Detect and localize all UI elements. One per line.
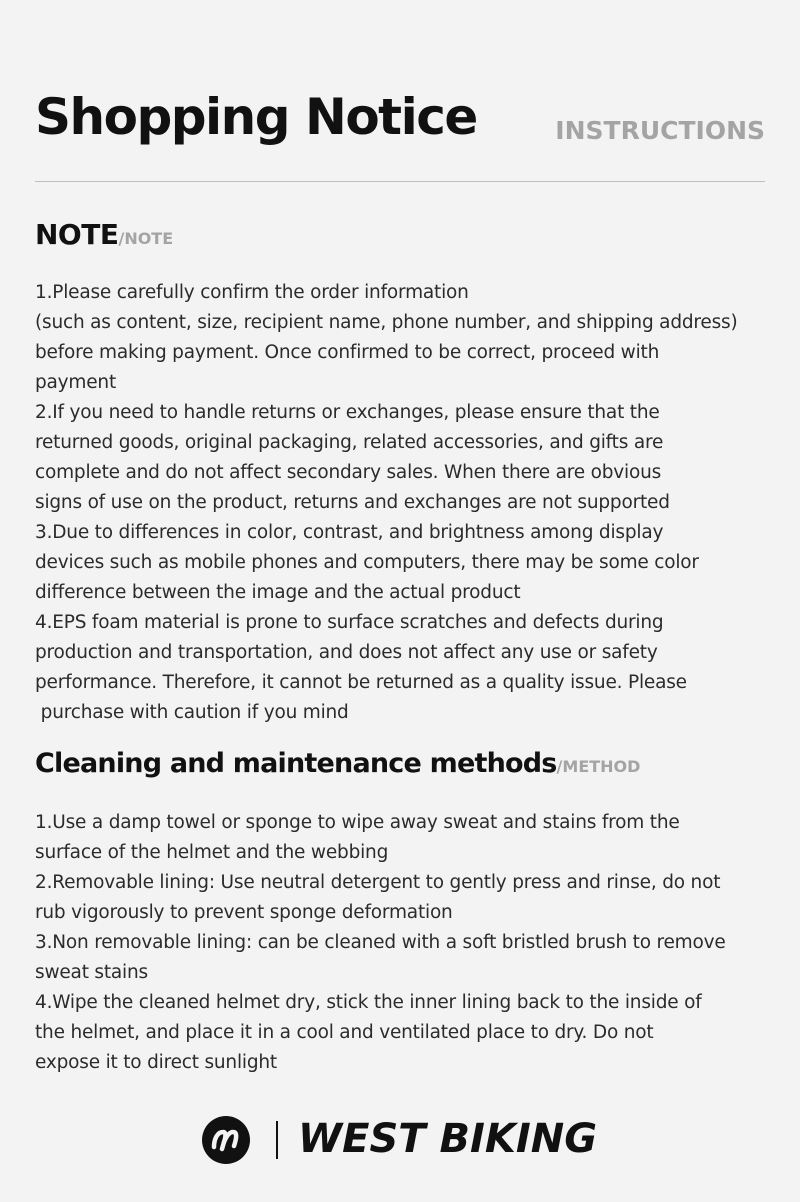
method-heading-tag: /METHOD	[556, 757, 641, 776]
note-line: performance. Therefore, it cannot be returned as a quality issue. Please	[35, 672, 687, 693]
brand-wordmark: WEST BIKING	[298, 1116, 598, 1162]
method-section-heading	[35, 748, 640, 779]
note-line: devices such as mobile phones and computers, there may be some color	[35, 552, 699, 573]
header-divider	[35, 181, 765, 182]
method-line: the helmet, and place it in a cool and ventilated place to dry. Do not	[35, 1022, 654, 1043]
note-line: 3.Due to differences in color, contrast, and brightness among display	[35, 522, 664, 543]
note-body	[35, 278, 795, 728]
brand-footer	[202, 1112, 602, 1168]
note-line: signs of use on the product, returns and exchanges are not supported	[35, 492, 670, 513]
note-line: before making payment. Once confirmed to be correct, proceed with	[35, 342, 660, 363]
note-section-heading	[35, 218, 173, 251]
note-line: 2.If you need to handle returns or exchanges, please ensure that the	[35, 402, 660, 423]
west-biking-logo-icon	[202, 1116, 250, 1164]
method-line: surface of the helmet and the webbing	[35, 842, 389, 863]
note-line: 1.Please carefully confirm the order information	[35, 282, 469, 303]
note-line: complete and do not affect secondary sales. When there are obvious	[35, 462, 662, 483]
page-subtitle: INSTRUCTIONS	[555, 116, 765, 145]
method-body	[35, 808, 795, 1078]
method-line: rub vigorously to prevent sponge deformation	[35, 902, 453, 923]
method-line: 3.Non removable lining: can be cleaned with a soft bristled brush to remove	[35, 932, 726, 953]
method-heading-text: Cleaning and maintenance methods	[35, 748, 557, 779]
note-line: production and transportation, and does not affect any use or safety	[35, 642, 658, 663]
page-header	[35, 88, 765, 183]
method-line: sweat stains	[35, 962, 148, 983]
note-heading-tag: /NOTE	[118, 229, 174, 248]
logo-separator	[276, 1121, 278, 1159]
note-line: payment	[35, 372, 117, 393]
method-line: 2.Removable lining: Use neutral detergent to gently press and rinse, do not	[35, 872, 721, 893]
method-line: 1.Use a damp towel or sponge to wipe away sweat and stains from the	[35, 812, 680, 833]
note-line: returned goods, original packaging, related accessories, and gifts are	[35, 432, 664, 453]
note-heading-text: NOTE	[35, 218, 119, 251]
note-line: 4.EPS foam material is prone to surface scratches and defects during	[35, 612, 664, 633]
page-title: Shopping Notice	[35, 88, 477, 146]
method-line: expose it to direct sunlight	[35, 1052, 277, 1073]
note-line: (such as content, size, recipient name, phone number, and shipping address)	[35, 312, 738, 333]
method-line: 4.Wipe the cleaned helmet dry, stick the inner lining back to the inside of	[35, 992, 702, 1013]
note-line: purchase with caution if you mind	[35, 702, 349, 723]
note-line: difference between the image and the actual product	[35, 582, 521, 603]
